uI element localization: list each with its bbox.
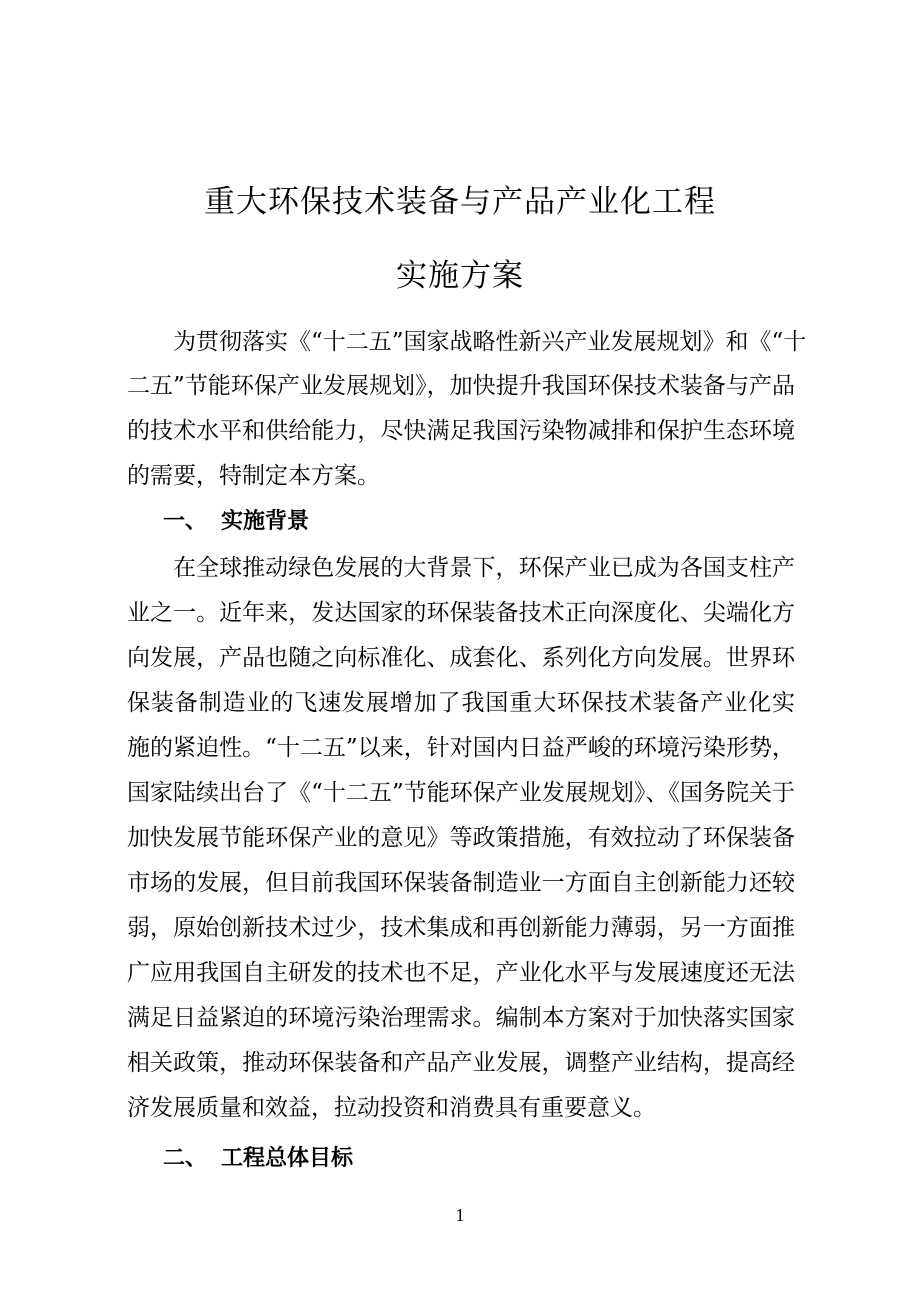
section-title: 实施背景 [221,509,310,534]
paragraph-line: 施的紧迫性。“十二五”以来，针对国内日益严峻的环境污染形势， [127,735,795,761]
paragraph-line: 为贯彻落实《“十二五”国家战略性新兴产业发展规划》和《“十 [173,329,807,355]
paragraph-line: 弱，原始创新技术过少，技术集成和再创新能力薄弱，另一方面推 [127,915,795,941]
paragraph-line: 在全球推动绿色发展的大背景下，环保产业已成为各国支柱产 [173,555,795,581]
paragraph-line: 的技术水平和供给能力，尽快满足我国污染物减排和保护生态环境 [127,418,795,444]
paragraph-line: 的需要，特制定本方案。 [127,463,380,489]
paragraph-line: 向发展，产品也随之向标准化、成套化、系列化方向发展。世界环 [127,645,795,671]
section-heading-2 [163,1144,353,1174]
paragraph-line: 加快发展节能环保产业的意见》等政策措施，有效拉动了环保装备 [127,825,795,851]
section-number: 一、 [163,509,208,534]
paragraph-line: 业之一。近年来，发达国家的环保装备技术正向深度化、尖端化方 [127,600,795,626]
paragraph-line: 广应用我国自主研发的技术也不足，产业化水平与发展速度还无法 [127,960,795,986]
page-number: 1 [455,1205,465,1225]
section-title: 工程总体目标 [221,1146,354,1171]
paragraph-line: 市场的发展，但目前我国环保装备制造业一方面自主创新能力还较 [127,870,795,896]
document-subtitle: 实施方案 [396,258,524,294]
paragraph-line: 济发展质量和效益，拉动投资和消费具有重要意义。 [127,1095,656,1121]
section-number: 二、 [163,1146,208,1171]
paragraph-line: 国家陆续出台了《“十二五”节能环保产业发展规划》、《国务院关于 [127,780,795,806]
paragraph-line: 满足日益紧迫的环境污染治理需求。编制本方案对于加快落实国家 [127,1005,795,1031]
paragraph-line: 相关政策，推动环保装备和产品产业发展，调整产业结构，提高经 [127,1050,795,1076]
paragraph-line: 二五”节能环保产业发展规划》，加快提升我国环保技术装备与产品 [127,373,795,399]
paragraph-line: 保装备制造业的飞速发展增加了我国重大环保技术装备产业化实 [127,690,795,716]
document-title: 重大环保技术装备与产品产业化工程 [204,184,716,220]
section-heading-1 [163,507,309,537]
